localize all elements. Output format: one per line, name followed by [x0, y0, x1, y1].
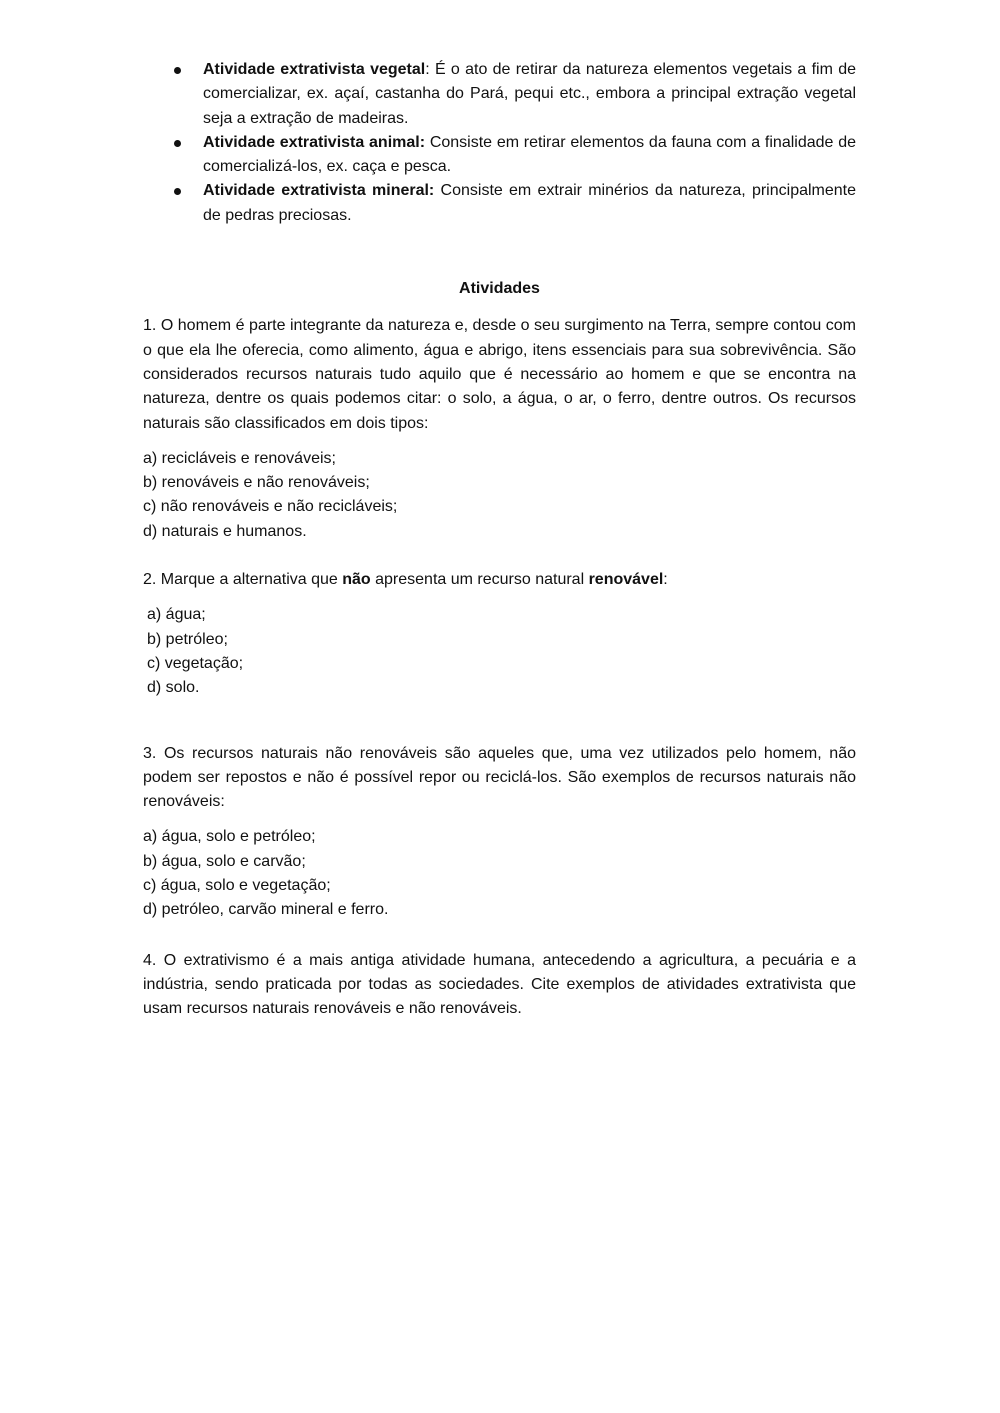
question-2-options	[143, 603, 856, 700]
question-1-option-d: d) naturais e humanos.	[143, 522, 307, 540]
question-2-option-d: d) solo.	[147, 679, 200, 697]
section-heading: Atividades	[459, 280, 540, 298]
bullet-term: Atividade extrativista animal:	[203, 133, 426, 151]
bullet-text: Consiste em retirar elementos da fauna com a finalidade de comercializá-los, ex. caça e pesca.	[203, 133, 856, 176]
question-3-option-a: a) água, solo e petróleo;	[143, 828, 316, 846]
question-4-text: 4. O extrativismo é a mais antiga atividade humana, antecedendo a agricultura, a pecuária e a indústria, sendo praticada por todas as sociedades. Cite exemplos de atividades extrativista que usam recursos naturais renováveis e não renováveis.	[143, 951, 856, 1018]
question-3-option-b: b) água, solo e carvão;	[143, 852, 306, 870]
bullet-text: Consiste em extrair minérios da natureza, principalmente de pedras preciosas.	[203, 182, 857, 224]
question-3-options	[143, 825, 856, 922]
bullet-icon	[174, 188, 181, 195]
question-1-option-b: b) renováveis e não renováveis;	[143, 474, 370, 492]
bullet-text: É o ato de retirar da natureza elementos vegetais a fim de comercializar, ex. açaí, castanha do Pará, pequi etc., embora a principal extração vegetal seja a extração de madeiras.	[203, 61, 857, 127]
question-1-text: 1. O homem é parte integrante da natureza e, desde o seu surgimento na Terra, sempre contou com o que ela lhe oferecia, como alimento, água e abrigo, itens essenciais para sua sobrevivência. São considerados recursos naturais tudo aquilo que é necessário ao homem e que se encontra na natureza, dentre os quais podemos citar: o solo, a água, o ar, o ferro, dentre outros. Os recursos naturais são classificados em dois tipos:	[143, 317, 856, 432]
question-3-text: 3. Os recursos naturais não renováveis são aqueles que, uma vez utilizados pelo homem, não podem ser repostos e não é possível repor ou reciclá-los. São exemplos de recursos naturais não renováveis:	[143, 744, 856, 811]
bullet-item-animal	[203, 131, 856, 180]
question-3-option-d: d) petróleo, carvão mineral e ferro.	[143, 901, 389, 919]
question-1-option-c: c) não renováveis e não recicláveis;	[143, 498, 398, 516]
document-page	[143, 58, 856, 1022]
bullet-icon	[174, 140, 181, 147]
bullet-icon	[174, 67, 181, 74]
question-2-option-c: c) vegetação;	[147, 654, 244, 672]
question-1-options	[143, 447, 856, 544]
bullet-item-vegetal: Atividade extrativista vegetal: É o ato de retirar da natureza elementos vegetais a fim de comercializar, ex. açaí, castanha do Pará, pequi etc., embora a principal extração vegetal seja a extração de madeiras.	[203, 58, 856, 131]
extractive-activities-list	[143, 58, 856, 228]
bullet-term: Atividade extrativista mineral:	[203, 182, 435, 200]
bullet-term: Atividade extrativista vegetal	[203, 61, 426, 78]
question-3-option-c: c) água, solo e vegetação;	[143, 877, 331, 895]
question-2-text: 2. Marque a alternativa que não apresenta um recurso natural renovável:	[143, 571, 668, 589]
question-2-option-a: a) água;	[147, 606, 206, 624]
bullet-item-mineral	[203, 179, 856, 228]
question-2-option-b: b) petróleo;	[147, 630, 228, 648]
question-1-option-a: a) recicláveis e renováveis;	[143, 449, 336, 467]
